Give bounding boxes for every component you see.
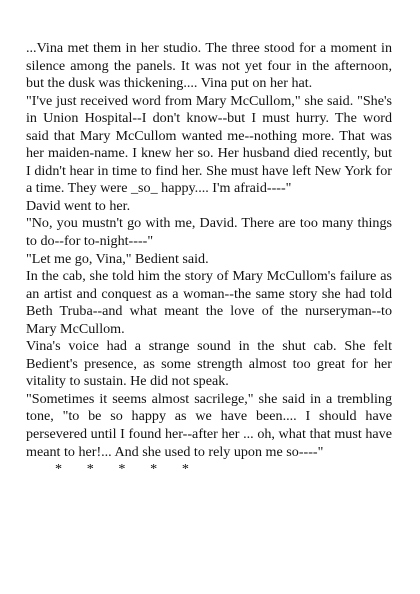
document-page: [26, 40, 392, 479]
paragraph-vina-studio: ...Vina met them in her studio. The three stood for a moment in silence among the panels. It was not yet four in the afternoon, but the dusk was thickening.... Vina put on her hat.: [26, 40, 392, 92]
paragraph-david-went: David went to her.: [26, 197, 131, 214]
paragraph-let-me-go: "Let me go, Vina," Bedient said.: [26, 250, 209, 267]
paragraph-mary-mccullom-word: "I've just received word from Mary McCullom," she said. "She's in Union Hospital--I don't know--but I must hurry. The word said that Mary McCullom wanted me--nothing more. That was her maiden-name. I knew her so. Her husband died recently, but I didn't hear in time to find her. She must have left New York for a time. They were _so_ happy.... I'm afraid----": [26, 92, 392, 197]
paragraph-in-the-cab: In the cab, she told him the story of Mary McCullom's failure as an artist and conquest as a woman--the same story she had told Beth Truba--and what meant the love of the nurseryman--to Mary McCullom.: [26, 268, 392, 337]
paragraph-no-you-mustnt: "No, you mustn't go with me, David. There are too many things to do--for to-night----": [26, 215, 392, 250]
paragraph-vinas-voice: Vina's voice had a strange sound in the shut cab. She felt Bedient's presence, as some strength almost too great for her vitality to sustain. He did not speak.: [26, 338, 392, 390]
paragraph-sometimes-sacrilege: "Sometimes it seems almost sacrilege," she said in a trembling tone, "to be so happy as we have been.... I should have persevered until I found her--after her ... oh, what that must have meant to her!... And she used to rely upon me so----": [26, 390, 392, 460]
section-break-asterisks: * * * * *: [55, 461, 189, 478]
